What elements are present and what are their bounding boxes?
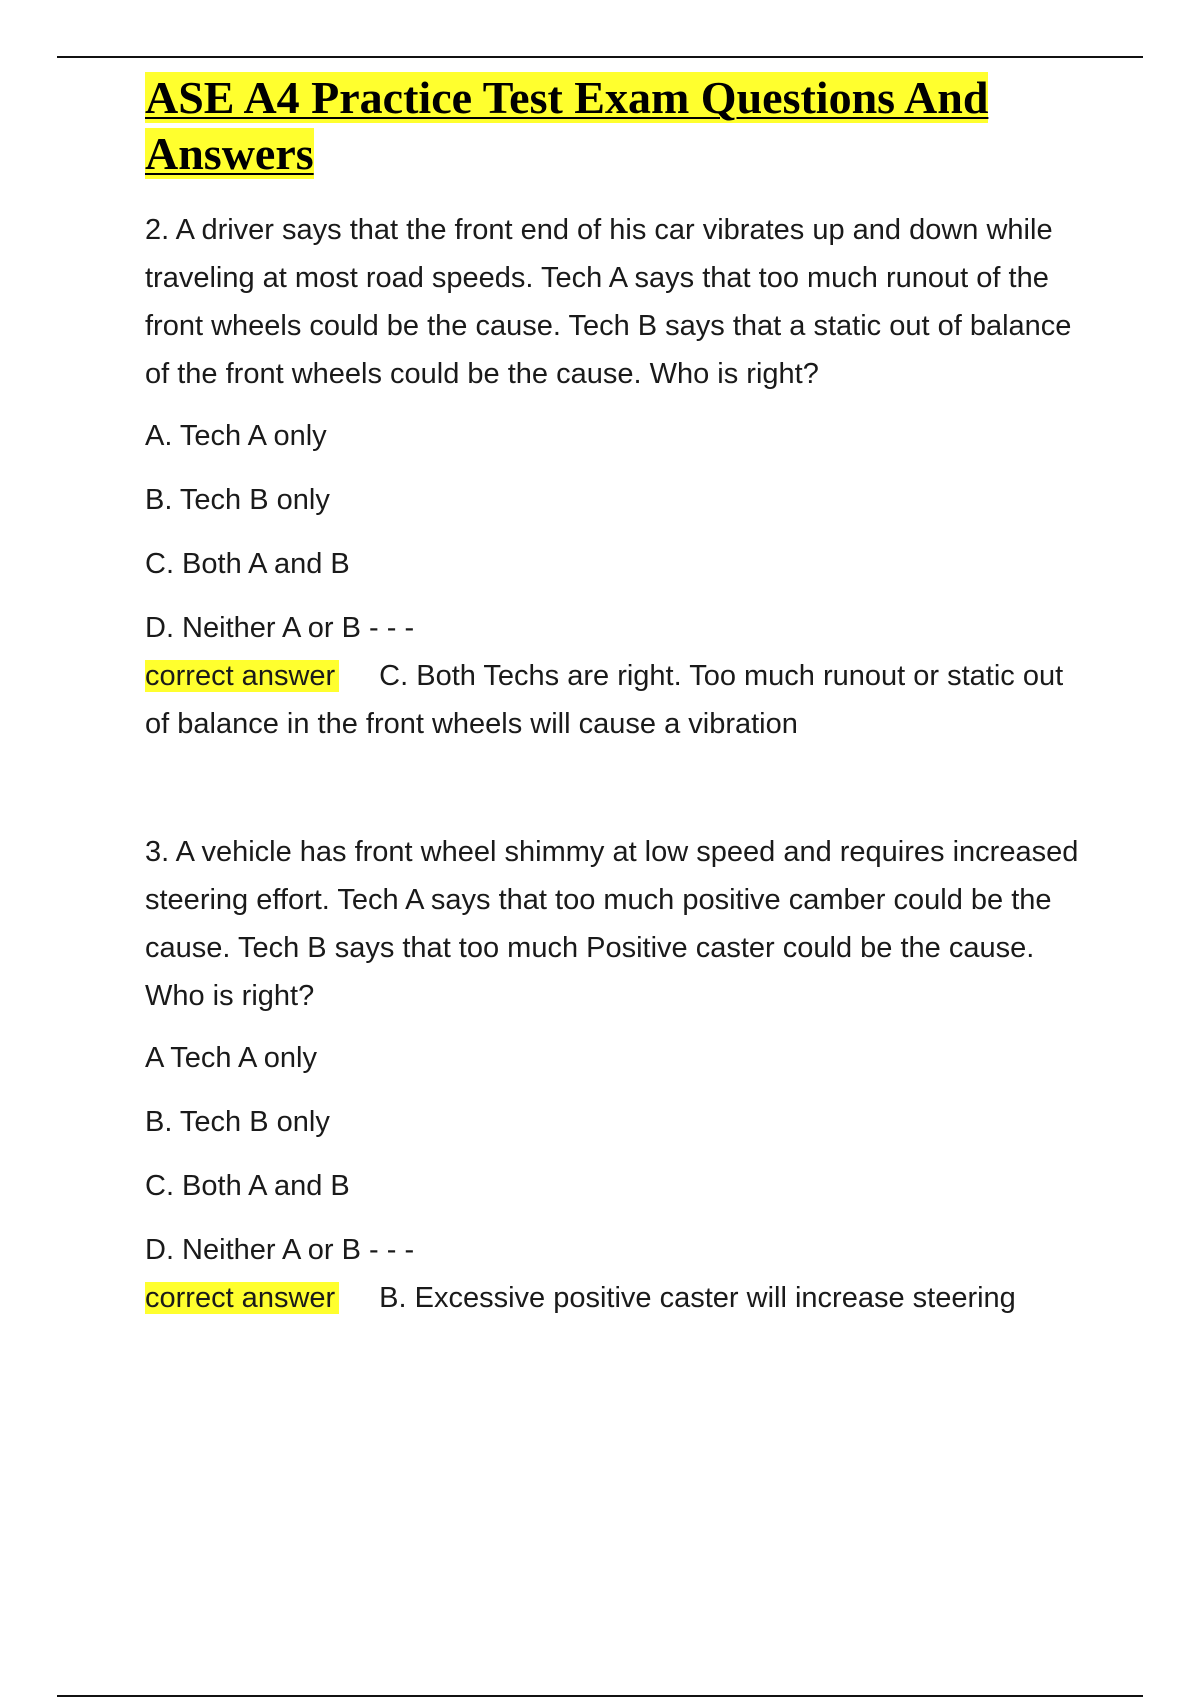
question-text: 3. A vehicle has front wheel shimmy at low speed and requires increased steering effort. Tech A says that too much positive camber could be the cause. Tech B says that too much Positive caster could be the cause. Who is right? [145,836,1079,1012]
option-a: A Tech A only [145,1042,317,1074]
option-d: D. Neither A or B - - - [145,1234,415,1266]
top-divider [57,56,1143,58]
question-text: 2. A driver says that the front end of his car vibrates up and down while traveling at most road speeds. Tech A says that too much runout of the front wheels could be the cause. Tech B says that a static out of balance of the front wheels could be the cause. Who is right? [145,214,1072,390]
correct-answer [145,652,1095,748]
option-b: B. Tech B only [145,484,330,516]
document-title [145,70,1095,182]
correct-answer [145,1274,1095,1322]
option-a: A. Tech A only [145,420,327,452]
document-title-text: ASE A4 Practice Test Exam Questions And Answers [145,72,989,179]
question-2 [145,206,1095,748]
question-3 [145,828,1095,1322]
option-c: C. Both A and B [145,548,350,580]
option-d: D. Neither A or B - - - [145,612,415,644]
correct-answer-label: correct answer [145,660,339,692]
option-b: B. Tech B only [145,1106,330,1138]
correct-answer-label: correct answer [145,1282,339,1314]
document-body [145,70,1095,1322]
bottom-divider [57,1695,1143,1697]
correct-answer-text: B. Excessive positive caster will increase steering [379,1282,1016,1314]
option-c: C. Both A and B [145,1170,350,1202]
correct-answer-text: C. Both Techs are right. Too much runout or static out of balance in the front wheels will cause a vibration [145,660,1064,740]
